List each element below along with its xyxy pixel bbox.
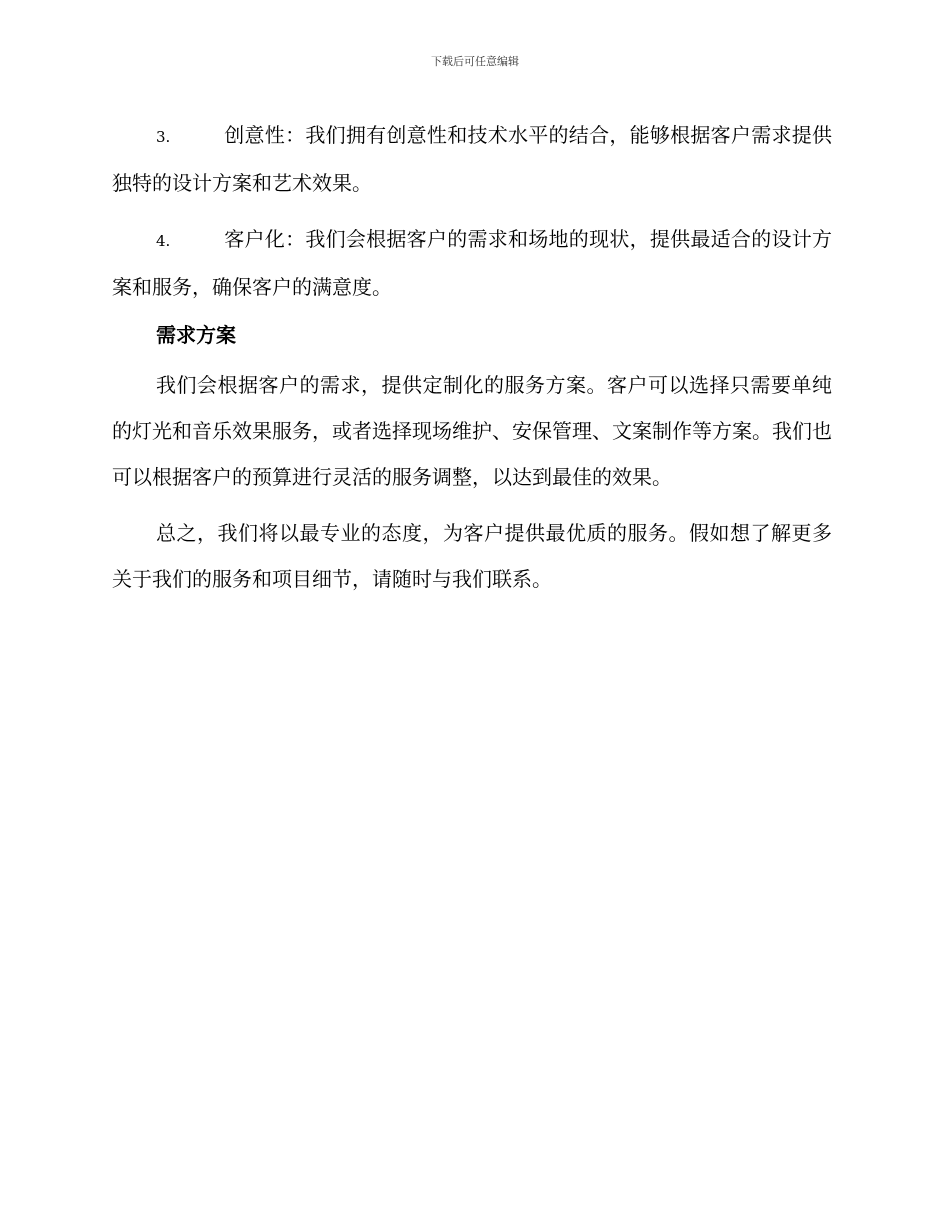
section-heading: 需求方案: [156, 323, 236, 347]
list-item-number: 3.: [156, 128, 171, 146]
list-item-text: 创意性：我们拥有创意性和技术水平的结合，能够根据客户需求提供独特的设计方案和艺术效果。: [112, 123, 832, 195]
header-note: 下载后可任意编辑: [431, 55, 519, 68]
paragraph: 总之，我们将以最专业的态度，为客户提供最优质的服务。假如想了解更多关于我们的服务和项目细节，请随时与我们联系。: [112, 521, 832, 591]
list-item-number: 4.: [156, 232, 171, 250]
list-item: [112, 112, 832, 206]
list-item-text: 客户化：我们会根据客户的需求和场地的现状，提供最适合的设计方案和服务，确保客户的满意度。: [112, 227, 832, 299]
list-item: [112, 216, 832, 310]
document-body: [112, 112, 832, 612]
paragraph: 我们会根据客户的需求，提供定制化的服务方案。客户可以选择只需要单纯的灯光和音乐效果服务，或者选择现场维护、安保管理、文案制作等方案。我们也可以根据客户的预算进行灵活的服务调整，以达到最佳的效果。: [112, 373, 832, 489]
